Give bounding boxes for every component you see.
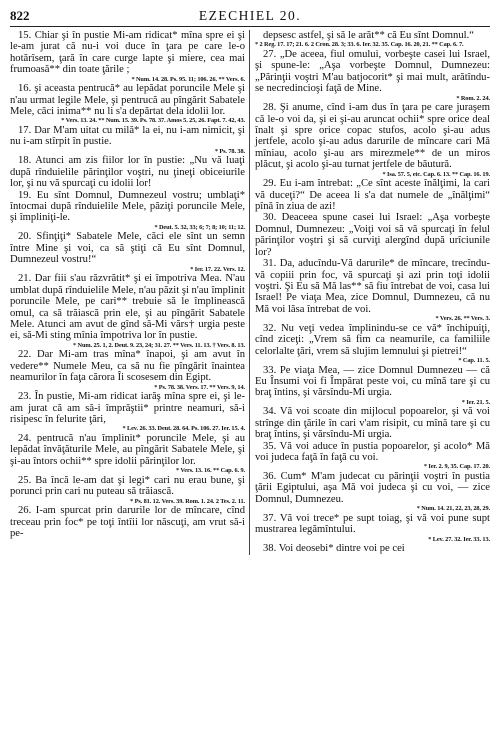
verse: [255, 49, 490, 102]
verse: [255, 441, 490, 471]
verse: [255, 323, 490, 365]
verse-text: 26. I-am spurcat prin darurile lor de mîncare, cînd treceau prin foc* pe toţi întîii lor născuţi, am vrut să-i pe-: [10, 505, 245, 539]
cross-reference: * Ier. 21. 5.: [461, 398, 490, 406]
verse: [10, 391, 245, 433]
verse: [10, 505, 245, 539]
verse-text: 25. Ba încă le-am dat şi legi* cari nu erau bune, şi porunci prin cari nu puteau să trăiască.: [10, 474, 245, 498]
verse: [255, 471, 490, 513]
verse: [255, 258, 490, 323]
verse-text: depsesc astfel, şi să le arăt** că Eu sînt Domnul.“: [263, 30, 474, 41]
verse: [255, 178, 490, 212]
cross-reference: * Ier. 2. 9, 35. Cap. 17. 20.: [423, 463, 490, 471]
verse-text: 35. Vă voi aduce în pustia popoarelor, şi acolo* Mă voi judeca faţă în faţă cu voi.: [255, 440, 490, 463]
left-column: [10, 30, 250, 555]
verse-text: 27. „De aceea, fiul omului, vorbeşte casei lui Israel, şi spune-le: „Aşa vorbeşte Domnul, Dumnezeu: „Părinţii voştri M'au batjocorit* şi mai mult, arătîndu-se necredincioşi faţă de Mine.: [255, 49, 490, 95]
verse-text: 37. Vă voi trece* pe supt toiag, şi vă voi pune supt mustrarea legămîntului.: [255, 512, 490, 536]
verse: [255, 212, 490, 258]
verse: [10, 125, 245, 155]
verse: [255, 365, 490, 407]
verse: [255, 406, 490, 440]
verse-text: 20. Sfinţiţi* Sabatele Mele, căci ele sînt un semn între Mine şi voi, ca să ştiţi că Eu sînt Domnul, Dumnezeul vostru!“: [10, 231, 245, 266]
page-header: [10, 6, 490, 27]
verse-text: 18. Atunci am zis fiilor lor în pustie: „Nu vă luaţi după rînduielile părinţilor voştri, nu ţineţi obiceiurile lor, şi nu vă spurcaţi cu idolii lor!: [10, 155, 245, 190]
verse: [255, 30, 490, 49]
cross-reference: * Ps. 78. 38. Vers. 17. ** Vers. 9, 14.: [154, 383, 245, 391]
verse-text: 38. Voi deosebi* dintre voi pe cei: [263, 543, 405, 555]
text-columns: [10, 30, 490, 555]
cross-reference: * Lev. 26. 33. Deut. 28. 64. Ps. 106. 27. Ier. 15. 4.: [122, 425, 245, 433]
verse: [10, 475, 245, 505]
verse-text: 29. Eu i-am întrebat: „Ce sînt aceste înălţimi, la cari vă duceţi?“ De aceea li s'a dat numele de „înălţimi“ pînă în ziua de azi!: [255, 178, 490, 213]
verse-text: 21. Dar fiii s'au răzvrătit* şi ei împotriva Mea. N'au umblat după rînduielile Mele, n'au păzit şi n'au împlinit poruncile Mele, pe cari** trebuie să le împlinească omul, ca să trăiască prin ele, şi au pîngărit Sabatele Mele. Atunci am avut de gînd să-Mi vărs† urgia peste ei, să-Mi sting mînia împotriva lor în pustie.: [10, 273, 245, 342]
cross-reference: * Ier. 17. 22. Vers. 12.: [190, 265, 245, 273]
cross-reference: * Cap. 11. 5.: [458, 356, 490, 364]
verse: [10, 83, 245, 125]
cross-reference: * Vers. 13. 16. ** Cap. 6. 9.: [176, 467, 245, 475]
right-column: [250, 30, 490, 555]
cross-reference: * Num. 14. 28. Ps. 95. 11; 106. 26. ** Vers. 6.: [131, 75, 245, 83]
page-number: 822: [10, 8, 30, 23]
verse: [10, 190, 245, 232]
cross-reference: * Rom. 2. 24.: [456, 94, 490, 102]
cross-reference: * Deut. 5. 32, 33; 6; 7; 8; 10; 11; 12.: [154, 223, 245, 231]
cross-reference: * Num. 14. 21, 22, 23, 28, 29.: [416, 505, 490, 513]
verse: [255, 513, 490, 543]
verse-text: 36. Cum* M'am judecat cu părinţii voştri în pustia ţării Egiptului, aşa Mă voi judeca şi cu voi, — zice Domnul, Dumnezeu.: [255, 470, 490, 505]
cross-reference: * Num. 25. 1, 2. Deut. 9. 23, 24; 31. 27. ** Vers. 11. 13. † Vers. 8. 13.: [73, 341, 245, 349]
verse-text: 15. Chiar şi în pustie Mi-am ridicat* mîna spre ei şi le-am jurat că nu-i voi duce în ţara pe care le-o hotărîsem, ţară în care curge lapte şi miere, cea mai frumoasă** din toate ţările ;: [10, 30, 245, 76]
verse: [10, 30, 245, 83]
cross-reference: * Ps. 78. 38.: [214, 147, 245, 155]
cross-reference: * Vers. 13. 24. ** Num. 15. 39. Ps. 78. 37. Amos 5. 25, 26. Fapt. 7. 42, 43.: [61, 117, 245, 125]
verse: [255, 102, 490, 178]
running-title: EZECHIEL 20.: [198, 8, 302, 23]
verse: [10, 231, 245, 273]
verse: [10, 349, 245, 391]
cross-reference: * 2 Reg. 17. 17; 21. 6. 2 Cron. 28. 3; 33. 6. Ier. 32. 35. Cap. 16. 20, 21. ** Cap. 6. 7.: [255, 41, 464, 49]
verse-text: 22. Dar Mi-am tras mîna* înapoi, şi am avut în vedere** Numele Meu, ca să nu fie pîngărit înaintea neamurilor în faţa cărora Îi scosesem din Egipt.: [10, 349, 245, 384]
verse: [10, 155, 245, 189]
cross-reference: * Lev. 27. 32. Ier. 33. 13.: [428, 535, 490, 543]
verse-text: 23. În pustie, Mi-am ridicat iarăş mîna spre ei, şi le-am jurat că am să-i împrăştii* printre neamuri, să-i risipesc în felurite ţări,: [10, 391, 245, 425]
verse-text: 34. Vă voi scoate din mijlocul popoarelor, şi vă voi strînge din ţările în cari v'am risipit, cu mînă tare şi cu braţ întins, şi vărsîndu-Mi urgia.: [255, 406, 490, 441]
verse: [255, 543, 490, 554]
verse-text: 17. Dar M'am uitat cu milă* la ei, nu i-am nimicit, şi nu i-am stîrpit în pustie.: [10, 125, 245, 148]
verse-text: 31. Da, aducîndu-Vă darurile* de mîncare, trecîndu-vă copiii prin foc, vă spurcaţi şi azi prin toţi idolii voştri. Şi Eu să Mă las** să fiu întrebat de voi, casa lui Israel! Pe viaţa Mea, zice Domnul, Dumnezeu, că nu Mă voi lăsa întrebat de voi.: [255, 258, 490, 315]
verse-text: 24. pentrucă n'au împlinit* poruncile Mele, şi au lepădat învăţăturile Mele, au pîngărit Sabatele Mele, şi şi-au întors ochii** spre idolii părinţilor lor.: [10, 432, 245, 467]
verse-text: 33. Pe viaţa Mea, — zice Domnul Dumnezeu — că Eu Însumi voi fi Împărat peste voi, cu mînă tare şi cu braţ întins, şi vărsîndu-Mi urgia.: [255, 364, 490, 399]
verse: [10, 273, 245, 349]
cross-reference: * Vers. 26. ** Vers. 3.: [435, 315, 490, 323]
verse-text: 28. Şi anume, cînd i-am dus în ţara pe care juraşem că le-o voi da, şi ei şi-au aruncat ochii* spre orice deal înalt şi spre orice copac stufos, acolo şi-au adus jertfele, acolo şi-au adus darurile de mîncare cari Mă mîniau, acolo şi-au ars mirezmele** de un miros plăcut, şi acolo şi-au turnat jertfele de băutură.: [255, 102, 490, 171]
verse-text: 19. Eu sînt Domnul, Dumnezeul vostru; umblaţi* întocmai după rînduielile Mele, păziţi poruncile Mele, şi împliniţi-le.: [10, 189, 245, 224]
verse: [10, 433, 245, 475]
cross-reference: * Ps. 81. 12. Vers. 39. Rom. 1. 24. 2 Tes. 2. 11.: [130, 497, 245, 505]
verse-text: 32. Nu veţi vedea împlinindu-se ce vă* închipuiţi, cînd ziceţi: „Vrem să fim ca neamurile, ca familiile celorlalte ţări, vrem să slujim lemnului şi pietrei!“: [255, 322, 490, 357]
verse-text: 30. Deaceea spune casei lui Israel: „Aşa vorbeşte Domnul, Dumnezeu: „Voiţi voi să vă spurcaţi în felul părinţilor voştri şi să curviţi alergînd după urîciunile lor?: [255, 212, 490, 258]
cross-reference: * Isa. 57. 5, etc. Cap. 6. 13. ** Cap. 16. 19.: [382, 170, 490, 178]
verse-text: 16. şi aceasta pentrucă* au lepădat poruncile Mele şi n'au urmat legile Mele, şi pentrucă au pîngărit Sabatele Mele, căci inima** nu li s'a depărtat dela idolii lor.: [10, 83, 245, 118]
